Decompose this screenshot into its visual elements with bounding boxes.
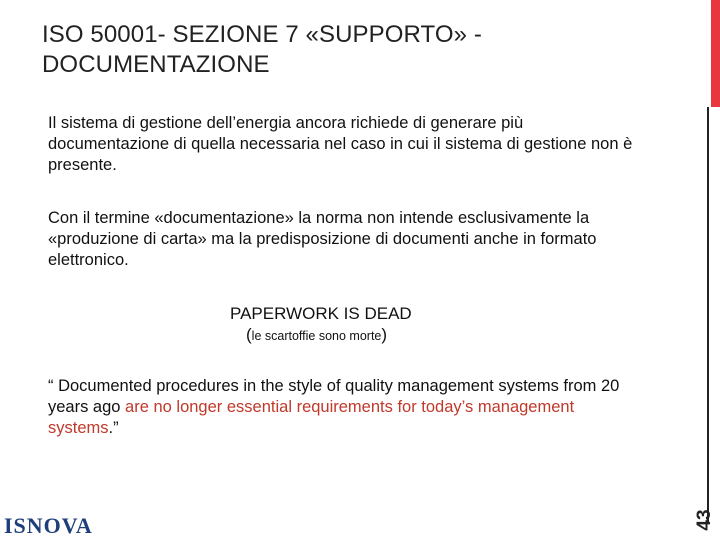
quote-text-start: “ Documented procedures in the style of quality management systems from 20 years ago [48,377,620,416]
slide-title: ISO 50001- SEZIONE 7 «SUPPORTO» - DOCUMENTAZIONE [42,21,482,78]
paren-open: ( [246,325,252,344]
accent-red-stripe [711,0,720,107]
slogan-text: PAPERWORK IS DEAD [230,304,412,323]
side-accent-bar [697,0,720,540]
quote-paragraph [48,376,648,439]
paren-close: ) [381,325,388,344]
paragraph-energy-management: Il sistema di gestione dell’energia ancora richiede di generare più documentazione di quella necessaria nel caso in cui il sistema di gestione non è presente. [48,114,633,174]
isnova-logo: ISNOVA [4,513,93,538]
accent-gray-line [707,107,709,523]
slogan-block [230,303,490,347]
quote-text-end: .” [108,419,119,437]
slogan-translation-line [230,324,490,347]
quote-highlight: are no longer essential requirements for today’s management systems [48,398,575,437]
page-number: 43 [694,509,715,531]
paragraph-documentation-definition: Con il termine «documentazione» la norma non intende esclusivamente la «produzione di carta» ma la predisposizione di documenti anche in formato elettronico. [48,209,597,269]
slogan-translation: le scartoffie sono morte [251,329,382,343]
